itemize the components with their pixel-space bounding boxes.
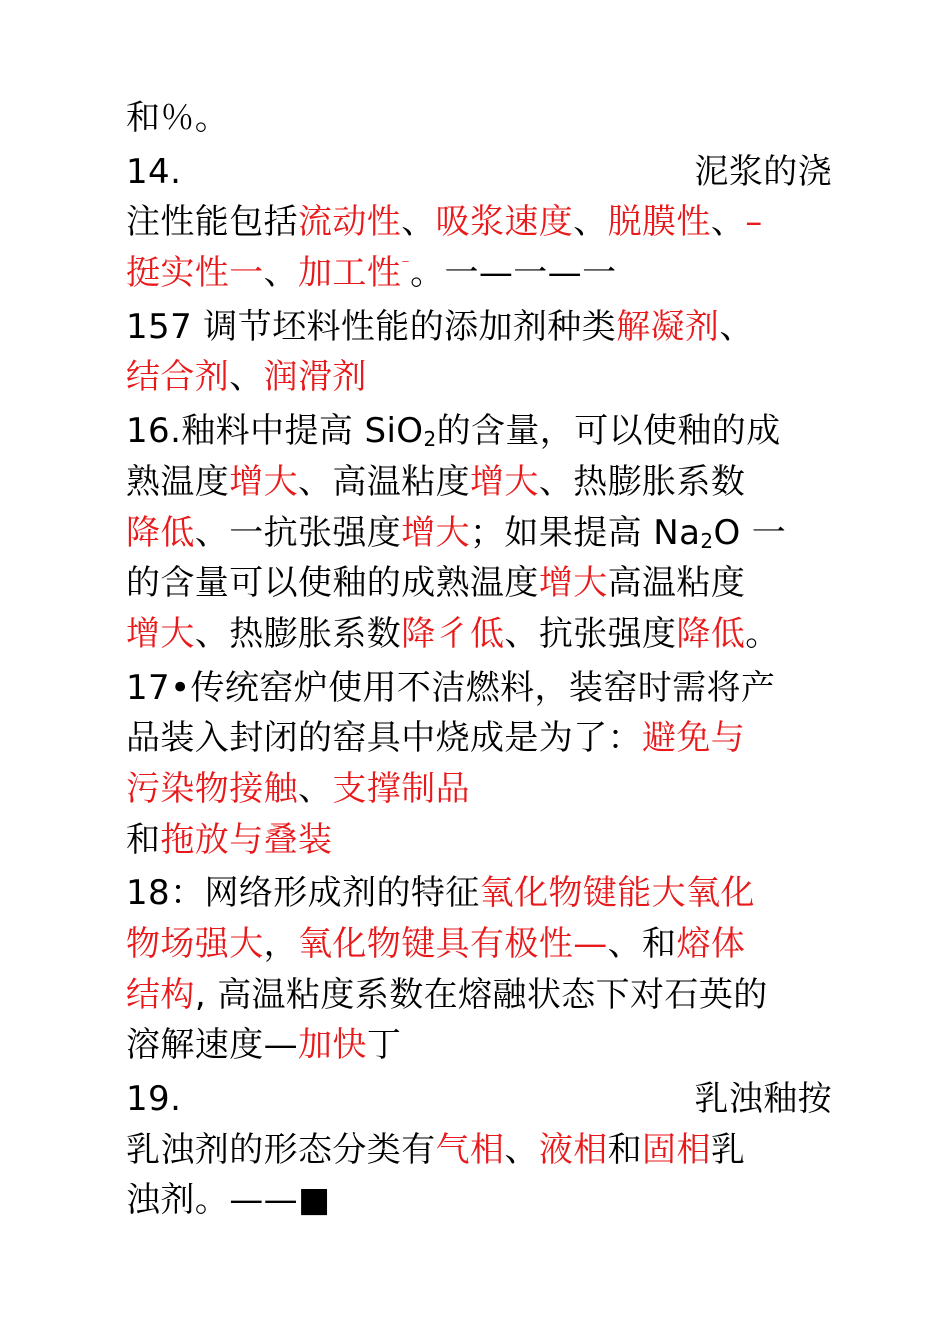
text-segment: 、和 xyxy=(607,924,677,964)
highlighted-answer: 避免与 xyxy=(642,718,746,759)
text-line xyxy=(126,919,832,970)
highlighted-answer: 挺实性一 xyxy=(126,253,264,294)
text-line xyxy=(126,1020,832,1071)
highlighted-answer: 污染物接触 xyxy=(126,768,298,809)
text-segment: 18：网络形成剂的特征 xyxy=(126,873,480,914)
text-line xyxy=(126,970,832,1021)
text-segment: 2 xyxy=(700,528,714,553)
text-segment: O 一 xyxy=(713,512,787,553)
text-segment: , 高温粘度系数在熔融状态下对石英的 xyxy=(194,974,768,1015)
highlighted-answer: 固相 xyxy=(642,1129,711,1170)
text-segment: 、 xyxy=(710,202,746,243)
text-line xyxy=(126,558,832,609)
text-segment: 乳 xyxy=(710,1129,746,1170)
text-segment: 、一抗张强度 xyxy=(194,512,402,553)
text-segment: 157 调节坯料性能的添加剂种类 xyxy=(126,306,617,347)
text-segment: 、抗张强度 xyxy=(504,613,677,654)
highlighted-answer: 增大 xyxy=(126,613,195,654)
text-line xyxy=(126,352,832,403)
text-segment: 品装入封闭的窑具中烧成是为了： xyxy=(126,718,642,759)
text-segment: 和 xyxy=(607,1129,643,1170)
text-line xyxy=(126,764,832,815)
text-segment: 溶解速度— xyxy=(126,1025,298,1066)
highlighted-answer: 拖放与叠装 xyxy=(160,819,333,860)
text-segment: ， xyxy=(263,924,299,964)
text-line xyxy=(126,508,832,559)
text-segment: ；如果提高 Na xyxy=(470,512,701,553)
highlighted-answer: 加工性 xyxy=(298,253,402,294)
highlighted-answer: 氧化物键能大氧化 xyxy=(479,873,755,914)
text-segment: 注性能包括 xyxy=(126,202,298,243)
question-number: 19. xyxy=(126,1079,182,1120)
text-segment: 熟温度 xyxy=(126,461,230,502)
highlighted-answer: 结合剂 xyxy=(126,357,230,398)
right-aligned-text: 泥浆的浇 xyxy=(694,151,832,192)
text-segment: 、 xyxy=(401,202,436,243)
question-number: 14. xyxy=(126,151,182,192)
highlighted-answer: 降彳低 xyxy=(401,613,505,654)
text-segment: 、 xyxy=(719,306,754,347)
highlighted-answer: 降低 xyxy=(126,512,195,553)
text-line xyxy=(126,713,832,764)
text-segment: 、 xyxy=(504,1129,539,1170)
highlighted-answer: 熔体 xyxy=(676,924,746,964)
highlighted-answer: 支撑制品 xyxy=(332,768,471,809)
highlighted-answer: 脱膜性 xyxy=(607,202,711,243)
text-segment: 的含量可以使釉的成熟温度 xyxy=(126,563,539,604)
text-segment: 。 xyxy=(745,613,780,654)
text-line xyxy=(126,147,832,198)
text-line xyxy=(126,1074,832,1125)
highlighted-answer: 液相 xyxy=(538,1129,608,1170)
right-aligned-text: 乳浊釉按 xyxy=(694,1079,832,1120)
highlighted-answer: 解凝剂 xyxy=(616,306,720,347)
text-line xyxy=(126,302,832,353)
text-line xyxy=(126,1125,832,1176)
highlighted-answer: 氧化物键具有极性— xyxy=(298,924,608,964)
highlighted-answer: 增大 xyxy=(229,461,299,502)
text-line xyxy=(126,406,832,457)
text-segment: 浊剂。——■ xyxy=(126,1180,331,1221)
text-segment: 2 xyxy=(423,427,437,452)
text-segment: 17•传统窑炉使用不洁燃料，装窑时需将产 xyxy=(126,667,776,708)
text-line xyxy=(126,197,832,248)
highlighted-answer: 加快 xyxy=(298,1025,367,1066)
text-segment: 16.釉料中提高 SiO xyxy=(126,411,424,452)
text-line xyxy=(126,663,832,714)
highlighted-answer: 增大 xyxy=(470,461,539,502)
highlighted-answer: 增大 xyxy=(538,563,608,604)
highlighted-answer: 润滑剂 xyxy=(263,357,367,398)
text-segment: 、高温粘度 xyxy=(298,461,471,502)
text-segment: 、热膨胀系数 xyxy=(194,613,402,654)
highlighted-answer: 增大 xyxy=(401,512,471,553)
highlighted-answer: 物场强大 xyxy=(126,924,264,964)
text-segment: 高温粘度 xyxy=(607,563,746,604)
text-segment: 丁 xyxy=(366,1025,402,1066)
text-segment: 乳浊剂的形态分类有 xyxy=(126,1129,436,1170)
text-segment: 和％。 xyxy=(126,98,230,138)
text-segment: 。一—一—一 xyxy=(410,253,617,294)
text-line xyxy=(126,1175,832,1226)
highlighted-answer: 结构 xyxy=(126,974,195,1015)
highlighted-answer: 吸浆速度 xyxy=(435,202,574,243)
text-segment: 的含量，可以使釉的成 xyxy=(436,411,781,452)
text-line xyxy=(126,815,832,866)
text-line xyxy=(126,457,832,508)
text-segment: 和 xyxy=(126,819,161,860)
highlighted-answer: 流动性 xyxy=(298,202,402,243)
highlighted-answer: 降低 xyxy=(676,613,746,654)
text-segment: 、热膨胀系数 xyxy=(538,461,746,502)
highlighted-answer: 气相 xyxy=(435,1129,505,1170)
highlighted-answer: ⁻ xyxy=(401,255,411,275)
highlighted-answer: – xyxy=(745,202,763,243)
text-segment: 、 xyxy=(263,253,299,294)
text-segment: 、 xyxy=(229,357,264,398)
text-line xyxy=(126,93,832,144)
text-line xyxy=(126,609,832,660)
text-line xyxy=(126,868,832,919)
text-segment: 、 xyxy=(573,202,608,243)
text-segment: 、 xyxy=(298,768,333,809)
text-line xyxy=(126,248,832,299)
